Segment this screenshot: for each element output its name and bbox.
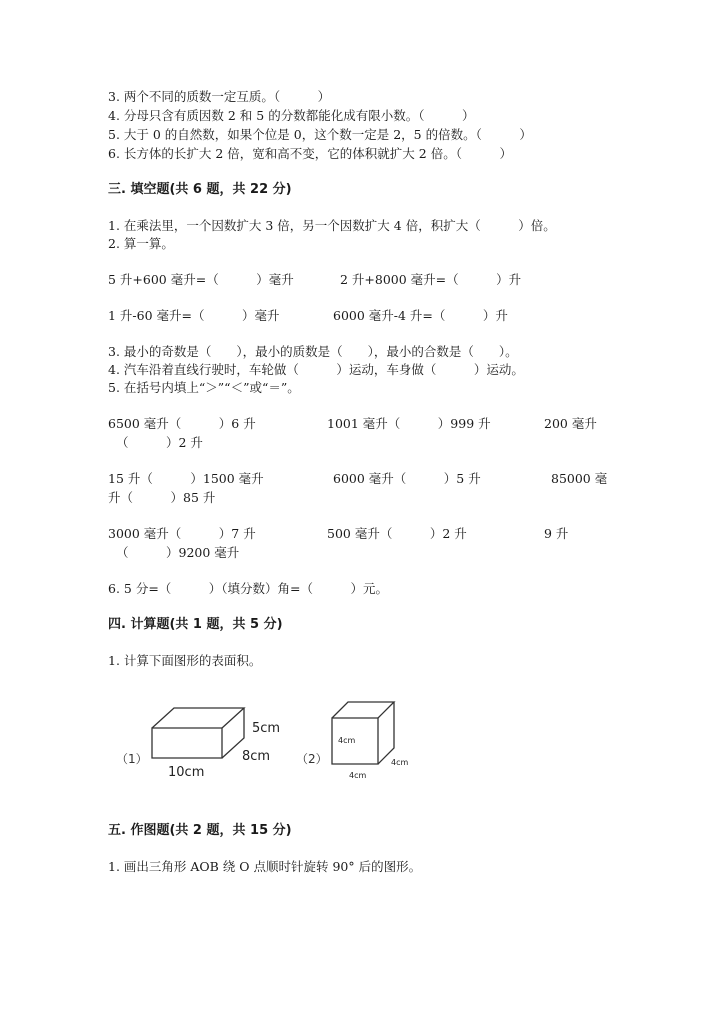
- calc-a: 5 升+600 毫升=（ ）毫升: [108, 272, 294, 287]
- section3-title: 三. 填空题(共 6 题，共 22 分): [108, 182, 292, 197]
- figure-2-label: （2）: [296, 752, 328, 766]
- cube-figure: [332, 702, 394, 764]
- calc-d: 6000 毫升-4 升=（ ）升: [333, 308, 508, 323]
- cube-front-label: 4cm: [338, 736, 356, 745]
- fill-q6: 6. 5 分=（ ）（填分数）角=（ ）元。: [108, 581, 389, 596]
- compare-1b: 1001 毫升（ ）999 升: [327, 416, 491, 431]
- fill-q4: 4. 汽车沿着直线行驶时，车轮做（ ）运动，车身做（ ）运动。: [108, 362, 524, 377]
- cuboid-width-label: 8cm: [242, 749, 271, 764]
- compare-1a: 6500 毫升（ ）6 升: [108, 416, 256, 431]
- fill-q2: 2. 算一算。: [108, 236, 174, 251]
- cube-side-label: 4cm: [391, 758, 409, 767]
- judge-q6: 6. 长方体的长扩大 2 倍，宽和高不变，它的体积就扩大 2 倍。（ ）: [108, 146, 512, 161]
- calc-q1: 1. 计算下面图形的表面积。: [108, 653, 262, 668]
- calc-b: 2 升+8000 毫升=（ ）升: [340, 272, 522, 287]
- compare-3c: 9 升: [544, 526, 569, 541]
- cuboid-height-label: 5cm: [252, 721, 281, 736]
- cube-bottom-label: 4cm: [349, 771, 367, 780]
- judge-q4: 4. 分母只含有质因数 2 和 5 的分数都能化成有限小数。（ ）: [108, 108, 475, 123]
- fill-q1: 1. 在乘法里，一个因数扩大 3 倍，另一个因数扩大 4 倍，积扩大（ ）倍。: [108, 218, 556, 233]
- draw-q1: 1. 画出三角形 AOB 绕 O 点顺时针旋转 90° 后的图形。: [108, 859, 422, 874]
- compare-3b: 500 毫升（ ）2 升: [327, 526, 467, 541]
- compare-2c: 85000 毫: [551, 471, 608, 486]
- judge-q5: 5. 大于 0 的自然数，如果个位是 0，这个数一定是 2，5 的倍数。（ ）: [108, 127, 532, 142]
- fill-q5: 5. 在括号内填上“＞”“＜”或“＝”。: [108, 380, 300, 395]
- cuboid-figure: [152, 708, 244, 758]
- surface-area-figures: [110, 692, 430, 792]
- compare-2d: 升（ ）85 升: [108, 490, 216, 505]
- cuboid-length-label: 10cm: [168, 765, 205, 780]
- fill-q3: 3. 最小的奇数是（ ），最小的质数是（ ），最小的合数是（ ）。: [108, 344, 518, 359]
- compare-1c: 200 毫升: [544, 416, 597, 431]
- figure-1-label: （1）: [116, 752, 148, 766]
- section5-title: 五. 作图题(共 2 题，共 15 分): [108, 823, 292, 838]
- calc-c: 1 升-60 毫升=（ ）毫升: [108, 308, 280, 323]
- judge-q3: 3. 两个不同的质数一定互质。（ ）: [108, 89, 331, 104]
- compare-2b: 6000 毫升（ ）5 升: [333, 471, 481, 486]
- compare-3d: （ ）9200 毫升: [116, 545, 240, 560]
- compare-2a: 15 升（ ）1500 毫升: [108, 471, 264, 486]
- compare-1d: （ ）2 升: [116, 435, 203, 450]
- section4-title: 四. 计算题(共 1 题，共 5 分): [108, 617, 283, 632]
- compare-3a: 3000 毫升（ ）7 升: [108, 526, 256, 541]
